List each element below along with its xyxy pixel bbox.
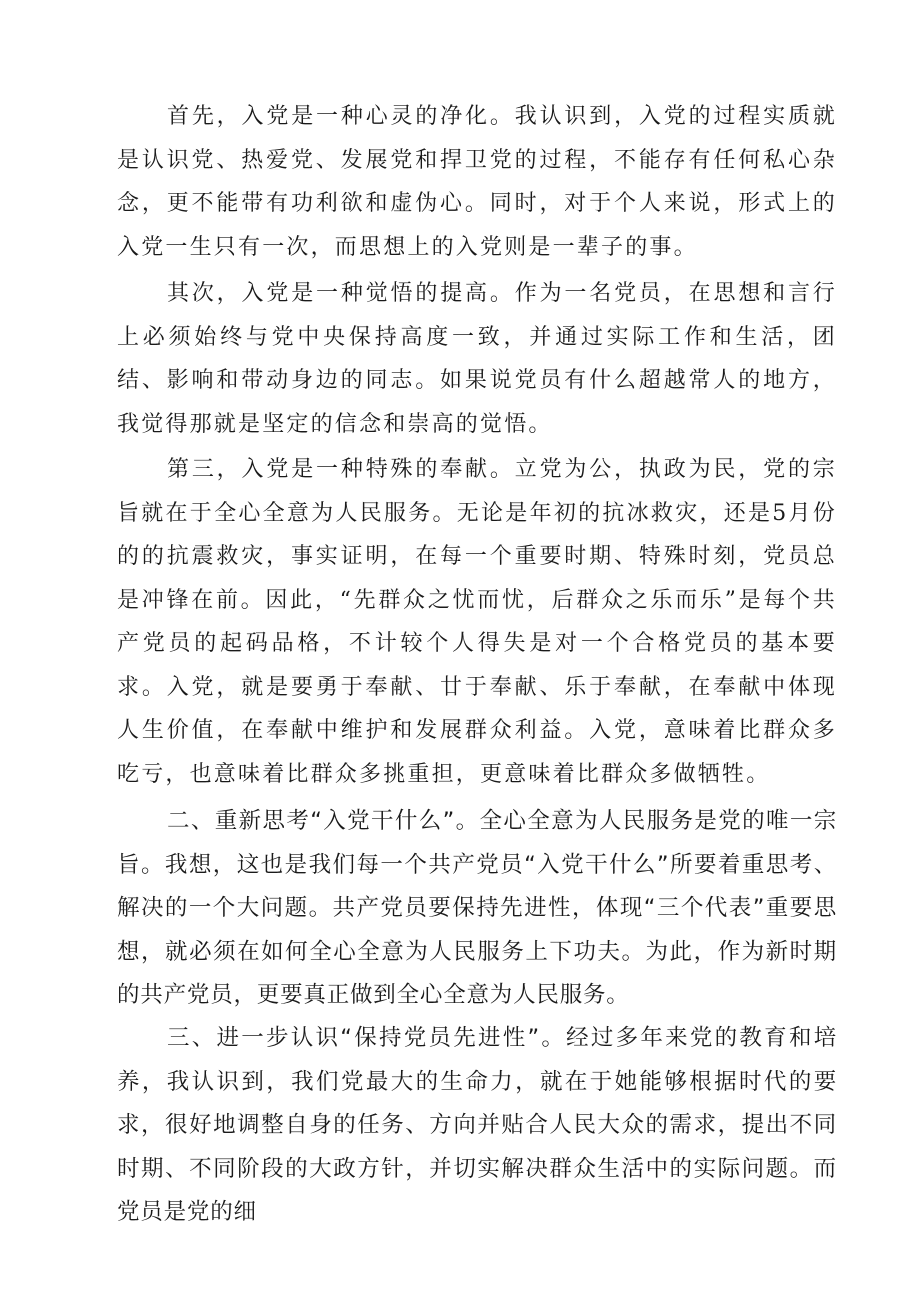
- paragraph-awareness: 其次，入党是一种觉悟的提高。作为一名党员，在思想和言行上必须始终与党中央保持高度一致，并通过实际工作和生活，团结、影响和带动身边的同志。如果说党员有什么超越常人的地方，我觉得那就是坚定的信念和崇高的觉悟。: [117, 281, 837, 437]
- paragraph-section-three: 三、进一步认识“保持党员先进性”。经过多年来党的教育和培养，我认识到，我们党最大的生命力，就在于她能够根据时代的要求，很好地调整自身的任务、方向并贴合人民大众的需求，提出不同时期、不同阶段的大政方针，并切实解决群众生活中的实际问题。而党员是党的细: [117, 1025, 837, 1225]
- paragraph-section-two: 二、重新思考“入党干什么”。全心全意为人民服务是党的唯一宗旨。我想，这也是我们每一个共产党员“入党干什么”所要着重思考、解决的一个大问题。共产党员要保持先进性，体现“三个代表”重要思想，就必须在如何全心全意为人民服务上下功夫。为此，作为新时期的共产党员，更要真正做到全心全意为人民服务。: [117, 808, 837, 1008]
- paragraph-purification: 首先，入党是一种心灵的净化。我认识到，入党的过程实质就是认识党、热爱党、发展党和捍卫党的过程，不能存有任何私心杂念，更不能带有功利欲和虚伪心。同时，对于个人来说，形式上的入党一生只有一次，而思想上的入党则是一辈子的事。: [117, 104, 837, 260]
- paragraph-dedication: 第三，入党是一种特殊的奉献。立党为公，执政为民，党的宗旨就在于全心全意为人民服务。无论是年初的抗冰救灾，还是5月份的的抗震救灾，事实证明，在每一个重要时期、特殊时刻，党员总是冲锋在前。因此，“先群众之忧而忧，后群众之乐而乐”是每个共产党员的起码品格，不计较个人得失是对一个合格党员的基本要求。入党，就是要勇于奉献、廿于奉献、乐于奉献，在奉献中体现人生价值，在奉献中维护和发展群众利益。入党，意味着比群众多吃亏，也意味着比群众多挑重担，更意味着比群众多做牺牲。: [117, 457, 837, 787]
